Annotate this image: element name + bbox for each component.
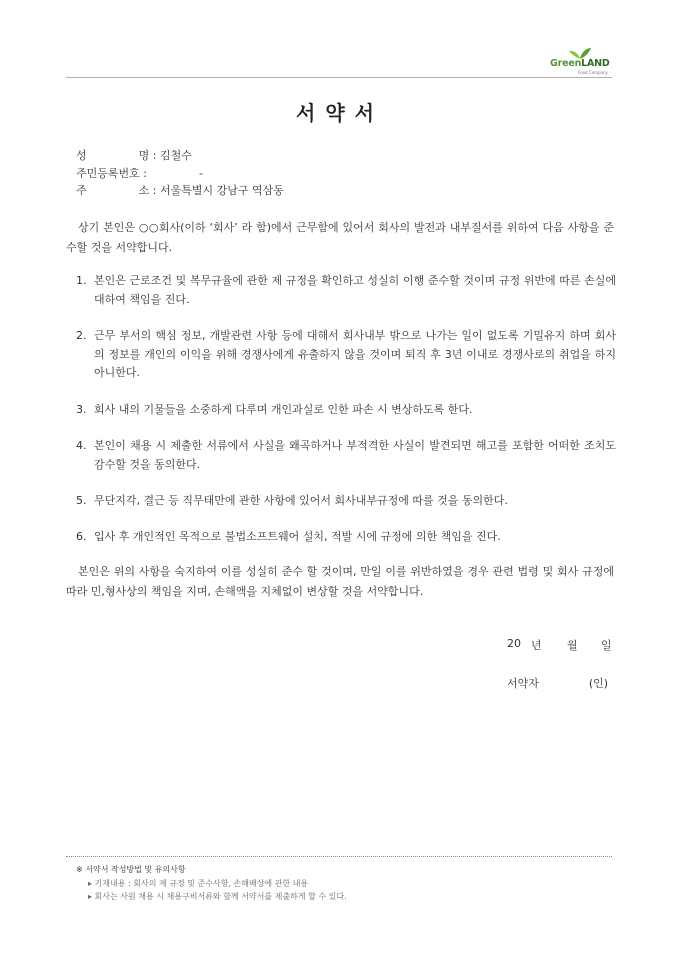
rrn-value: - (198, 167, 203, 180)
clause-item (76, 401, 616, 420)
logo-brand: GreenLAND (550, 58, 610, 69)
clause-text: 근무 부서의 핵심 정보, 개발관련 사항 등에 대해서 회사내부 밖으로 나가는 일이 없도록 기밀유지 하며 회사의 정보를 개인의 이익을 위해 경쟁사에게 유출하지 않을 것이며 퇴직 후 3년 이내로 경쟁사로의 취업을 하지 아니한다. (94, 329, 616, 379)
clause-number: 2. (76, 329, 87, 342)
date-year: 20 (507, 637, 521, 650)
addr-label-1: 주 (76, 184, 87, 197)
signature-label: 서약자 (507, 677, 539, 690)
header-divider (66, 77, 612, 78)
footer-divider (66, 856, 612, 857)
clause-item (76, 528, 616, 547)
logo-subtitle: Food Company (578, 70, 608, 75)
name-value: : 김철수 (152, 149, 192, 162)
closing-paragraph: 본인은 위의 사항을 숙지하여 이를 성실히 준수 할 것이며, 만일 이를 위반하였을 경우 관련 법령 및 회사 규정에 따라 민,형사상의 책임을 지며, 손해액을 지체없이 변상할 것을 서약합니다. (66, 565, 614, 598)
info-address-row (76, 184, 284, 197)
clause-text: 회사 내의 기물들을 소중하게 다루며 개인과실로 인한 파손 시 변상하도록 한다. (94, 403, 473, 416)
notes-title: ※ 서약서 작성방법 및 유의사항 (76, 865, 186, 874)
addr-label-2: 소 (138, 184, 150, 197)
clause-item (76, 327, 616, 383)
name-label-1: 성 (76, 149, 87, 162)
clause-text: 본인은 근로조건 및 복무규율에 관한 제 규정을 확인하고 성실히 이행 준수할 것이며 규정 위반에 따른 손실에 대하여 책임을 진다. (94, 274, 616, 306)
date-month-label: 월 (567, 639, 578, 652)
signature-line (507, 675, 608, 691)
info-rrn-row (76, 167, 203, 180)
clause-item (76, 437, 616, 474)
clause-text: 무단지각, 결근 등 직무태만에 관한 사항에 있어서 회사내부규정에 따를 것을 동의한다. (94, 494, 508, 507)
clause-number: 6. (76, 530, 87, 543)
intro-paragraph: 상기 본인은 ○○회사(이하 ‘회사’ 라 함)에서 근무함에 있어서 회사의 발전과 내부질서를 위하여 다음 사항을 준수할 것을 서약합니다. (66, 221, 614, 254)
address-value: : 서울특별시 강남구 역삼동 (152, 184, 284, 197)
info-name-row (76, 149, 192, 162)
date-day-label: 일 (601, 639, 612, 652)
seal-mark: (인) (588, 677, 609, 690)
clause-text: 입사 후 개인적인 목적으로 불법소프트웨어 설치, 적발 시에 규정에 의한 책임을 진다. (94, 530, 501, 543)
clause-number: 1. (76, 274, 87, 287)
clause-number: 5. (76, 494, 87, 507)
name-label-2: 명 (138, 149, 150, 162)
clause-number: 4. (76, 439, 87, 452)
document-title: 서약서 (296, 101, 384, 125)
note-line: ▸ 회사는 사원 채용 시 채용구비서류와 함께 서약서를 제출하게 할 수 있다. (88, 892, 347, 901)
clause-item (76, 492, 616, 511)
clause-text: 본인이 채용 시 제출한 서류에서 사실을 왜곡하거나 부적격한 사실이 발견되면 해고를 포함한 어떠한 조치도 감수할 것을 동의한다. (94, 439, 616, 471)
clause-item (76, 272, 616, 309)
date-year-label: 년 (531, 639, 542, 652)
greenland-logo (550, 47, 610, 75)
rrn-label: 주민등록번호 : (76, 167, 147, 180)
clause-number: 3. (76, 403, 87, 416)
note-line: ▸ 기재내용 : 회사의 제 규정 및 준수사항, 손해배상에 관한 내용 (88, 879, 309, 888)
